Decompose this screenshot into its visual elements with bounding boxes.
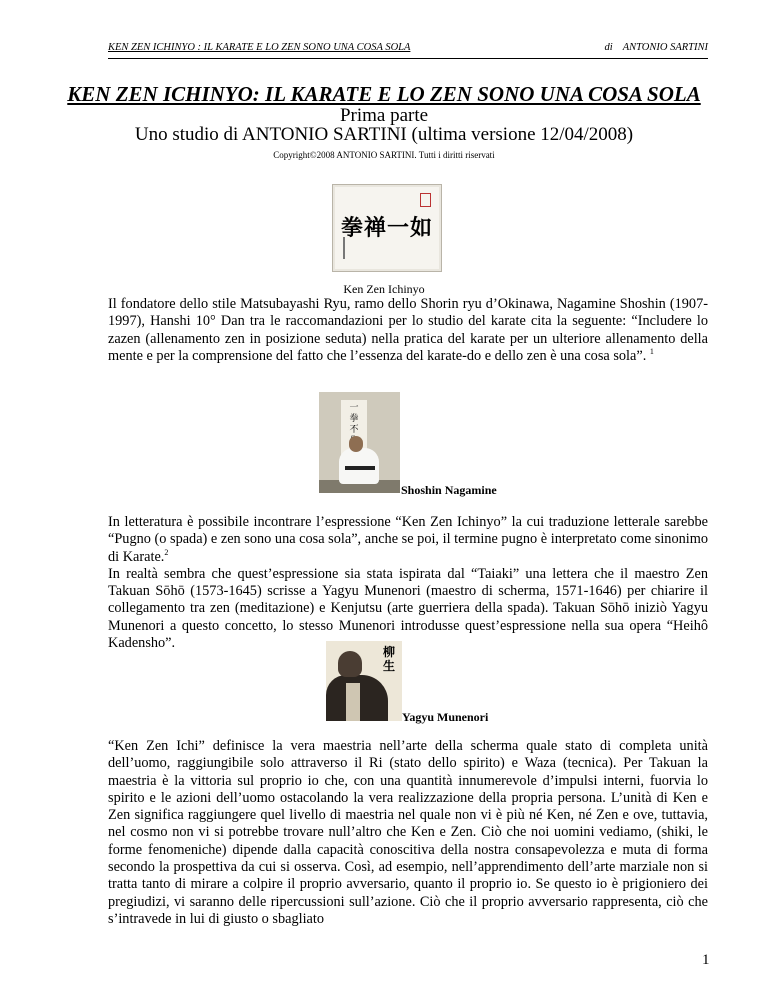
calligraphy-characters: 拳禅一如 bbox=[340, 215, 433, 241]
header-title: KEN ZEN ICHINYO : IL KARATE E LO ZEN SONO UNA COSA SOLA bbox=[108, 42, 411, 53]
copyright-notice: Copyright©2008 ANTONIO SARTINI. Tutti i diritti riservati bbox=[273, 150, 495, 160]
running-header bbox=[108, 42, 708, 56]
calligraphy-caption: Ken Zen Ichinyo bbox=[343, 282, 425, 296]
subtitle-author: Uno studio di ANTONIO SARTINI (ultima versione 12/04/2008) bbox=[134, 124, 634, 145]
subtitle-part: Prima parte bbox=[339, 105, 429, 126]
hanging-scroll: 一拳不 bbox=[341, 400, 367, 458]
nagamine-caption: Shoshin Nagamine bbox=[401, 483, 497, 497]
header-author-name: ANTONIO SARTINI bbox=[622, 42, 708, 53]
header-di: di bbox=[604, 42, 613, 53]
page-number: 1 bbox=[702, 952, 710, 968]
paragraph-3-text: In realtà sembra che quest’espressione sia stata ispirata dal “Taiaki” una lettera che il maestro Zen Takuan Sōhō (1573-1645) scrisse a Yagyu Munenori (maestro di scherma, 1571-1646) per chiarire il collegamento tra zen (meditazione) e Kenjutsu (arte guerriera della spada). Takuan Sōhō iniziò Yagyu Munenori a questo concetto, lo stesso Munenori introdusse quest’espressione nella sua opera “Heihô Kadensho”. bbox=[108, 565, 708, 652]
black-belt bbox=[345, 466, 375, 470]
calligraphy-image bbox=[332, 184, 442, 272]
portrait-kanji: 柳生 bbox=[382, 645, 395, 673]
karateka-head bbox=[349, 436, 363, 452]
paragraph-4-text: “Ken Zen Ichi” definisce la vera maestria nell’arte della scherma quale stato di completa unità dell’uomo, raggiungibile solo attraverso il Ri (stato dello spirito) e Waza (tecnica). Per Takuan la maestria è la vittoria sul proprio io che, con una quantità innumerevole d’impulsi interni, fuorvia lo spirito e le azioni dell’uomo ostacolando la vera realizzazione della propria persona. L’unità di Ken e Zen significa raggiungere quel livello di maestria nel quale non vi è più né Ken, né Zen e ove, tuttavia, nel cosmo non vi si potrebbe trovare null’altro che Ken e Zen. Ciò che noi uomini vediamo, (shiki, le forme fenomeniche) dipende dalla capacità conoscitiva della nostra consapevolezza e muta di forma secondo la prospettiva da cui si osserva. Così, ad esempio, nell’apprendimento dell’arte marziale non si tratta tanto di mirare a colpire il proprio avversario, quanto il proprio io. Se questo io è prigioniero dei pregiudizi, vi saranno delle ripercussioni sull’azione. Ciò che il proprio avversario rappresenta, ciò che s’intravede in lui di giusto o sbagliato bbox=[108, 738, 708, 927]
document-title: KEN ZEN ICHINYO: IL KARATE E LO ZEN SONO UNA COSA SOLA bbox=[67, 82, 701, 106]
header-author bbox=[605, 42, 708, 53]
paragraph-1 bbox=[108, 296, 708, 365]
robe-lapel bbox=[346, 683, 360, 721]
header-rule bbox=[108, 58, 708, 59]
munenori-portrait bbox=[326, 641, 402, 721]
munenori-caption: Yagyu Munenori bbox=[402, 710, 489, 724]
seal-icon bbox=[420, 193, 431, 207]
footnote-ref-1: 1 bbox=[649, 347, 654, 357]
nagamine-photo bbox=[319, 392, 400, 493]
signature-mark bbox=[343, 237, 351, 259]
paragraph-2 bbox=[108, 514, 708, 652]
paragraph-1-text: Il fondatore dello stile Matsubayashi Ryu, ramo dello Shorin ryu d’Okinawa, Nagamine Shoshin (1907-1997), Hanshi 10° Dan tra le raccomandazioni per lo studio del karate cita la seguente: “Includere lo zazen (allenamento zen in posizione seduta) nella pratica del karate per un ulteriore allenamento della mente e per la comprensione del fatto che l’essenza del karate-do e dello zen è una cosa sola”. bbox=[108, 296, 708, 364]
footnote-ref-2: 2 bbox=[164, 547, 169, 557]
paragraph-2-text: In letteratura è possibile incontrare l’espressione “Ken Zen Ichinyo” la cui traduzione letterale sarebbe “Pugno (o spada) e zen sono una cosa sola”, anche se poi, il termine pugno è interpretato come sinonimo di Karate. bbox=[108, 514, 708, 565]
paragraph-4 bbox=[108, 738, 708, 928]
portrait-head bbox=[338, 651, 362, 677]
